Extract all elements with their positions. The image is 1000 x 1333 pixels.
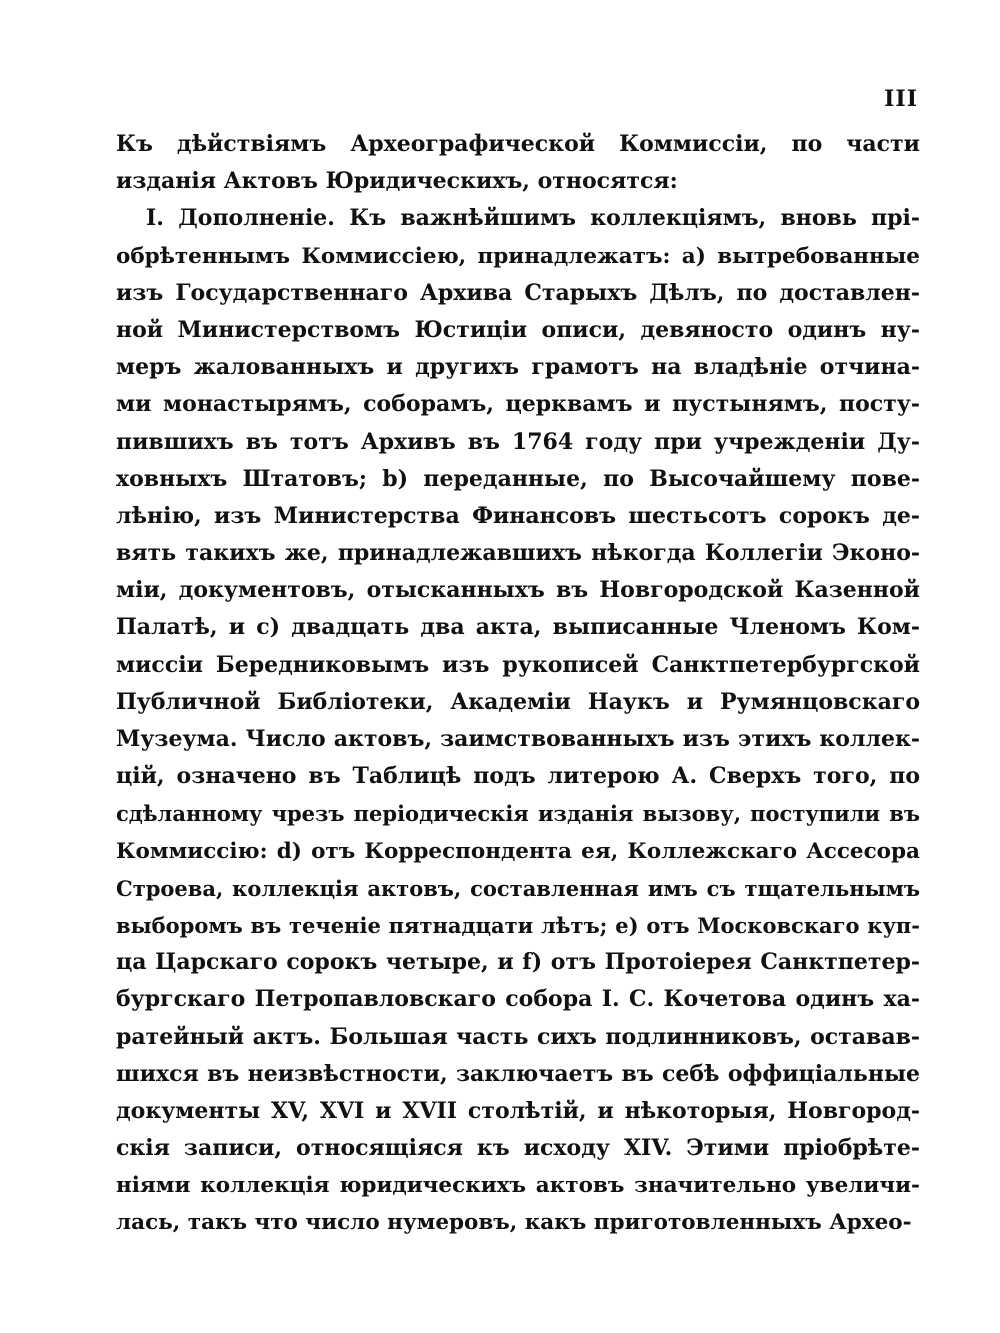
text-line: ніями коллекція юридическихъ актовъ значительно увеличи- xyxy=(116,1173,920,1199)
text-line: Публичной Библіотеки, Академіи Наукъ и Румянцовскаго xyxy=(116,688,920,715)
text-line: лѣнію, изъ Министерства Финансовъ шестьсотъ сорокъ де- xyxy=(116,502,920,529)
text-line: Коммиссію: d) отъ Корреспондента ея, Коллежскаго Ассесора xyxy=(116,838,920,864)
text-line: лась, такъ что число нумеровъ, какъ приготовленныхъ Архео- xyxy=(116,1210,912,1236)
text-line: документы XV, XVI и XVII столѣтій, и нѣкоторыя, Новгород- xyxy=(116,1097,920,1124)
text-line: обрѣтеннымъ Коммиссіею, принадлежатъ: а) вытребованные xyxy=(116,243,920,269)
text-line: ратейный актъ. Большая часть сихъ подлинниковъ, оставав- xyxy=(116,1023,920,1050)
text-line: Къ дѣйствіямъ Археографической Коммиссіи, по части xyxy=(116,131,920,157)
text-line: вять такихъ же, принадлежавшихъ нѣкогда Коллегіи Эконо- xyxy=(116,540,920,567)
text-line: шихся въ неизвѣстности, заключаетъ въ себѣ оффиціальные xyxy=(116,1060,920,1087)
text-line: Строева, коллекція актовъ, составленная имъ съ тщательнымъ xyxy=(116,875,920,901)
text-line: миссіи Бередниковымъ изъ рукописей Санктпетербургской xyxy=(116,651,920,678)
text-line: сдѣланному чрезъ періодическія изданія вызову, поступили въ xyxy=(116,801,920,827)
text-line: ми монастырямъ, соборамъ, церквамъ и пустынямъ, посту- xyxy=(116,391,920,418)
text-line: бургскаго Петропавловскаго собора І. С. Кочетова одинъ ха- xyxy=(116,986,920,1013)
text-line: Музеума. Число актовъ, заимствованныхъ изъ этихъ коллек- xyxy=(116,726,920,752)
text-line: цій, означено въ Таблицѣ подъ литерою А. Сверхъ того, по xyxy=(116,763,920,790)
text-line: изданія Актовъ Юридическихъ, относятся: xyxy=(116,168,678,195)
text-line: пившихъ въ тотъ Архивъ въ 1764 году при учрежденіи Ду- xyxy=(116,428,920,455)
body-text xyxy=(116,126,920,1242)
text-line: ховныхъ Штатовъ; b) переданные, по Высочайшему пове- xyxy=(116,465,920,492)
text-line: ной Министерствомъ Юстиціи описи, девяносто одинъ ну- xyxy=(116,316,920,343)
text-line: I. Дополненіе. Къ важнѣйшимъ коллекціямъ, вновь прі- xyxy=(146,205,920,232)
text-line: меръ жалованныхъ и другихъ грамотъ на владѣніе отчина- xyxy=(116,354,920,381)
text-line: скія записи, относящіяся къ исходу XIV. Этими пріобрѣте- xyxy=(116,1135,920,1162)
text-line: Палатѣ, и с) двадцать два акта, выписанные Членомъ Ком- xyxy=(116,614,920,641)
text-line: ца Царскаго сорокъ четыре, и f) отъ Протоіерея Санктпетер- xyxy=(116,949,920,976)
text-line: выборомъ въ теченіе пятнадцати лѣтъ; е) отъ Московскаго куп- xyxy=(116,912,920,938)
text-line: міи, документовъ, отысканныхъ въ Новгородской Казенной xyxy=(116,577,920,604)
page-number: III xyxy=(884,86,918,112)
text-line: изъ Государственнаго Архива Старыхъ Дѣлъ, по доставлен- xyxy=(116,279,920,306)
